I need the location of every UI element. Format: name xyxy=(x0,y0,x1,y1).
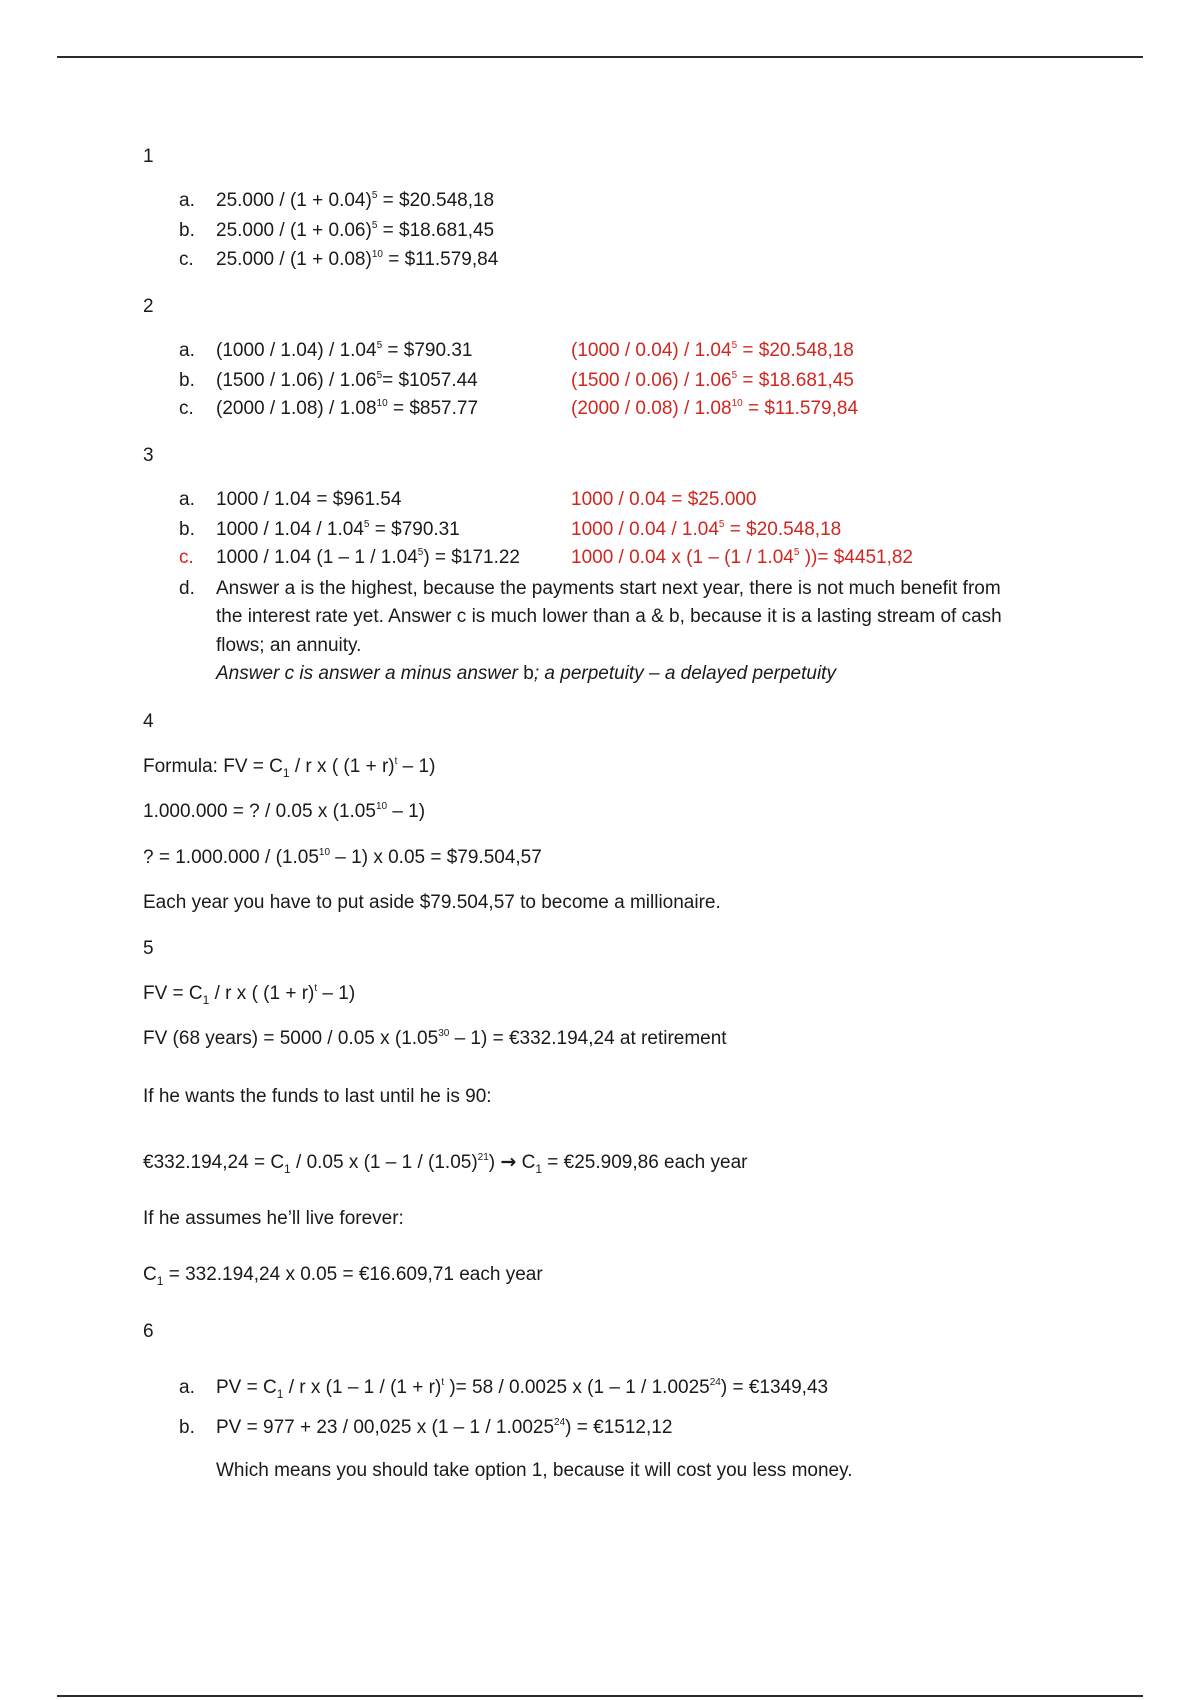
equation: FV (68 years) = 5000 / 0.05 x (1.05$^{30}$ – 1) = €332.194,24 at retirement xyxy=(143,1027,727,1049)
equation: 1.000.000 = ? / 0.05 x (1.05$^{10}$ – 1) xyxy=(143,800,426,822)
equation: €332.194,24 = $C_1 / 0.05$ x $(1 - 1 / (1.05)^{21}) \to C_1$ = €25.909,86 each year xyxy=(143,1151,748,1176)
item-letter: a. xyxy=(179,1377,195,1398)
equation: $(1500 / 1.06) / 1.06^5=$ $1057.44 xyxy=(216,369,478,391)
answer-text: Each year you have to put aside $79.504,57 to become a millionaire. xyxy=(143,892,721,913)
answer-text: If he wants the funds to last until he is 90: xyxy=(143,1086,492,1107)
equation: $1000 / 1.04 / 1.04^5$ = $790.31 xyxy=(216,518,460,540)
answer-text: If he assumes he’ll live forever: xyxy=(143,1208,404,1229)
question-number: 6 xyxy=(143,1321,154,1342)
correction-equation: $(1000 / 0.04) / 1.04^5$ = $20.548,18 xyxy=(571,339,854,361)
correction-equation: $(1500 / 0.06) / 1.06^5$ = $18.681,45 xyxy=(571,369,854,391)
item-letter: c. xyxy=(179,398,194,419)
header-rule xyxy=(57,56,1143,58)
formula: Formula: FV = $C_1$ / r x ( $(1 + r)^t - 1$) xyxy=(143,755,436,780)
footer-rule xyxy=(57,1695,1143,1697)
item-letter: b. xyxy=(179,519,195,540)
equation: 1000 / 1.04 = $961.54 xyxy=(216,489,402,510)
item-letter: b. xyxy=(179,370,195,391)
question-number: 4 xyxy=(143,711,154,732)
equation: $25.000 / (1 + 0.08)^{10}$ = $11.579,84 xyxy=(216,248,499,270)
answer-text: Answer a is the highest, because the payments start next year, there is not much benefit from xyxy=(216,578,1001,599)
item-letter: c. xyxy=(179,249,194,270)
item-letter: c. xyxy=(179,547,194,568)
equation: $25.000 / (1 + 0.06)^5$ = $18.681,45 xyxy=(216,219,495,241)
correction-equation: 1000 / 0.04 x (1 – (1 / 1.04$^5$ ))= $4451,82 xyxy=(571,546,913,568)
question-number: 2 xyxy=(143,296,154,317)
right-arrow-icon: → xyxy=(500,1151,517,1173)
question-number: 3 xyxy=(143,445,154,466)
correction-equation: $(2000 / 0.08) / 1.08^{10}$ = $11.579,84 xyxy=(571,397,859,419)
item-letter: a. xyxy=(179,489,195,510)
equation: $25.000 / (1 + 0.04)^5$ = $20.548,18 xyxy=(216,189,495,211)
equation: ? = 1.000.000 / (1.05$^{10}$ – 1) x 0.05 = $79.504,57 xyxy=(143,846,542,868)
item-letter: b. xyxy=(179,1417,195,1438)
question-number: 5 xyxy=(143,938,154,959)
answer-text: flows; an annuity. xyxy=(216,635,362,656)
equation: $(1000 / 1.04) / 1.04^5$ = $790.31 xyxy=(216,339,473,361)
equation: 1000 / 1.04 $(1 - 1 / 1.04^5)$ = $171.22 xyxy=(216,546,520,568)
equation: $(2000 / 1.08) / 1.08^{10}$ = $857.77 xyxy=(216,397,479,419)
correction-equation: 1000 / 0.04 = $25.000 xyxy=(571,489,757,510)
equation: $C_1 = 332.194,24$ x 0.05 = €16.609,71 each year xyxy=(143,1264,543,1288)
item-letter: d. xyxy=(179,578,195,599)
question-number: 1 xyxy=(143,146,154,167)
formula: FV = $C_1$ / r x ( $(1 + r)^t - 1$) xyxy=(143,982,356,1007)
correction-equation: $1000 / 0.04 / 1.04^5$ = $20.548,18 xyxy=(571,518,842,540)
answer-note: Answer c is answer a minus answer b; a perpetuity – a delayed perpetuity xyxy=(216,663,836,684)
answer-text: Which means you should take option 1, because it will cost you less money. xyxy=(216,1460,853,1481)
answer-text: the interest rate yet. Answer c is much lower than a & b, because it is a lasting stream of cash xyxy=(216,606,1002,627)
equation: PV = 977 + 23 / 00,025 x $(1 - 1 / 1.0025^{24})$ = €1512,12 xyxy=(216,1416,673,1438)
item-letter: a. xyxy=(179,190,195,211)
equation: PV = $C_1$ / r x ($1 - 1 / (1 + r)^t$ )= 58 / 0.0025 x $(1 - 1 / 1.0025^{24})$ = €1349,43 xyxy=(216,1376,829,1401)
item-letter: b. xyxy=(179,220,195,241)
item-letter: a. xyxy=(179,340,195,361)
